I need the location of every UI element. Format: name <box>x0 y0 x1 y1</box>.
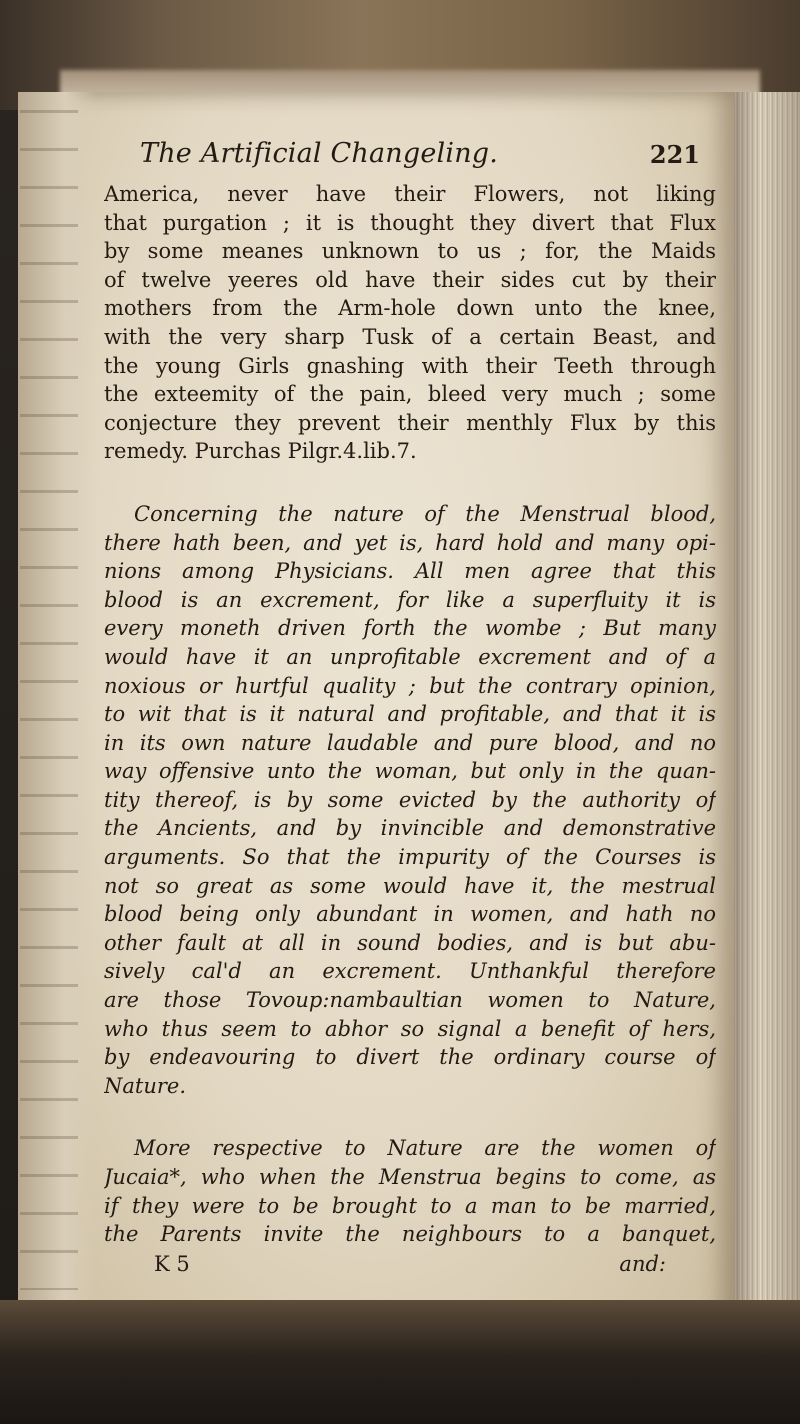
text-line: every moneth driven forth the wombe ; But many <box>104 616 716 641</box>
text-line: who thus seem to abhor so signal a benefit of hers, <box>104 1016 716 1041</box>
text-line: America, never have their Flowers, not liking <box>104 182 716 206</box>
body-text <box>104 180 716 1279</box>
text-line: conjecture they prevent their menthly Flux by this <box>104 410 716 435</box>
running-title: The Artificial Changeling. <box>140 138 499 169</box>
text-line: not so great as some would have it, the mestrual <box>104 873 716 898</box>
text-line: remedy. Purchas Pilgr.4.lib.7. <box>104 439 417 464</box>
text-line: noxious or hurtful quality ; but the contrary opinion, <box>104 673 716 698</box>
text-line: are those Tovoup:nambaultian women to Nature, <box>104 988 716 1013</box>
text-line: the Ancients, and by invincible and demonstrative <box>104 816 716 841</box>
paragraph-gap <box>104 1100 716 1134</box>
signature-mark: K 5 <box>154 1251 190 1276</box>
page-footer <box>104 1249 716 1279</box>
text-line: by some meanes unknown to us ; for, the Maids <box>104 239 716 264</box>
paragraph-gap <box>104 466 716 500</box>
text-line: the young Girls gnashing with their Teeth through <box>104 353 716 378</box>
text-line: the Parents invite the neighbours to a banquet, <box>104 1222 716 1247</box>
text-line: would have it an unprofitable excrement and of a <box>104 644 716 669</box>
text-line: sively cal'd an excrement. Unthankful therefore <box>104 959 716 984</box>
text-line: way offensive unto the woman, but only in the quan- <box>104 759 716 784</box>
text-line: other fault at all in sound bodies, and is but abu- <box>104 930 716 955</box>
page-number: 221 <box>649 140 700 169</box>
text-line: More respective to Nature are the women of <box>134 1136 716 1161</box>
catchword: and: <box>619 1251 666 1276</box>
text-line: of twelve yeeres old have their sides cut by their <box>104 267 716 292</box>
text-line: to wit that is it natural and profitable, and that it is <box>104 702 716 727</box>
text-line: blood being only abundant in women, and hath no <box>104 902 716 927</box>
running-head <box>140 138 700 178</box>
page-stack-shade <box>734 92 800 1332</box>
text-line: Nature. <box>104 1073 187 1098</box>
text-line: blood is an excrement, for like a superfluity it is <box>104 587 716 612</box>
text-line: if they were to be brought to a man to be married, <box>104 1193 716 1218</box>
text-line: with the very sharp Tusk of a certain Beast, and <box>104 324 716 349</box>
gutter-binding-marks <box>20 110 78 1290</box>
text-line: mothers from the Arm-hole down unto the knee, <box>104 296 716 321</box>
text-line: the exteemity of the pain, bleed very much ; some <box>104 382 716 407</box>
text-line: Concerning the nature of the Menstrual blood, <box>134 501 716 526</box>
text-line: in its own nature laudable and pure blood, and no <box>104 730 716 755</box>
text-line: there hath been, and yet is, hard hold and many opi- <box>104 530 716 555</box>
text-line: by endeavouring to divert the ordinary course of <box>104 1045 716 1070</box>
text-line: nions among Physicians. All men agree that this <box>104 559 716 584</box>
bottom-page-edge <box>0 1300 800 1424</box>
text-line: Jucaia*, who when the Menstrua begins to come, as <box>104 1165 716 1189</box>
text-line: that purgation ; it is thought they divert that Flux <box>104 210 716 235</box>
text-line: arguments. So that the impurity of the Courses is <box>104 845 716 870</box>
text-line: tity thereof, is by some evicted by the authority of <box>104 787 716 812</box>
